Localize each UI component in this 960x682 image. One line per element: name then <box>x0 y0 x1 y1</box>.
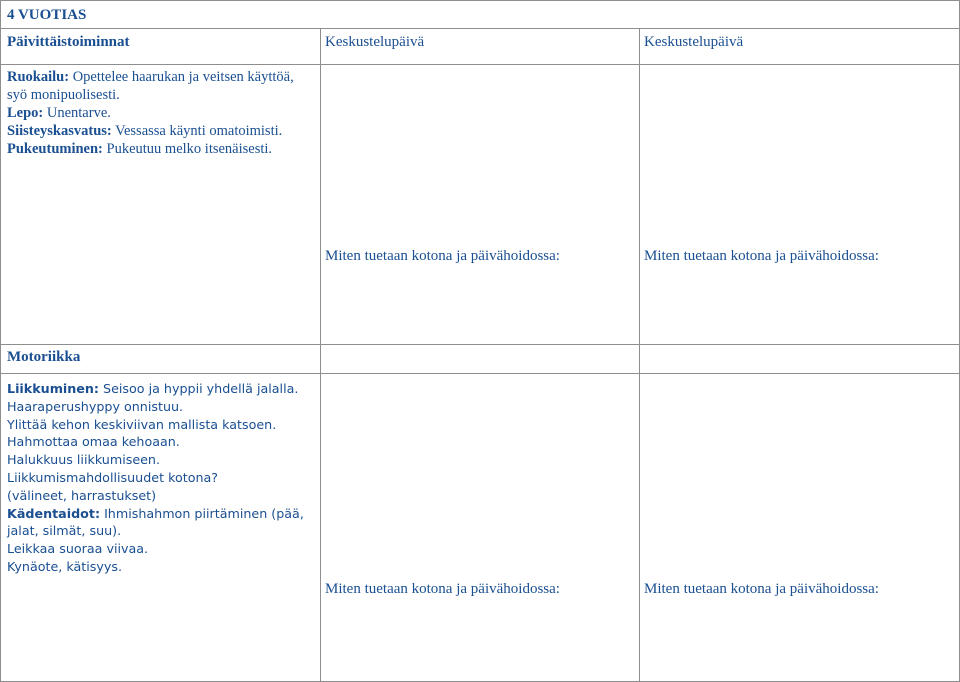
movement-line <box>7 380 304 398</box>
rest-text: Unentarve. <box>43 105 111 121</box>
dressing-label: Pukeutuminen: <box>7 141 103 157</box>
discussion-2-daily-cell[interactable] <box>639 64 960 345</box>
motor-skills-text <box>7 380 304 576</box>
motor-header-blank-1 <box>320 344 640 374</box>
eating-line-2: syö monipuolisesti. <box>7 87 120 103</box>
handcraft-text: Ihmishahmon piirtäminen (pää, <box>100 505 304 521</box>
header-discussion-2: Keskustelupäivä <box>644 34 744 50</box>
header-discussion-1-cell <box>320 28 640 65</box>
header-discussion-2-cell <box>639 28 960 65</box>
motor-skills-cell <box>0 373 321 682</box>
dressing-text: Pukeutuu melko itsenäisesti. <box>102 141 273 157</box>
section-title-cell <box>0 0 960 29</box>
motor-line-2: Haaraperushyppy onnistuu. <box>7 398 184 414</box>
daily-activities-text <box>7 68 294 158</box>
dressing-line <box>7 140 294 158</box>
header-daily-cell <box>0 28 321 65</box>
rest-line <box>7 104 294 122</box>
eating-text: Opettelee haarukan ja veitsen käyttöä, <box>69 69 294 85</box>
header-discussion-1: Keskustelupäivä <box>325 34 425 50</box>
hygiene-line <box>7 122 294 140</box>
discussion-2-motor-cell[interactable] <box>639 373 960 682</box>
rest-label: Lepo: <box>7 105 44 121</box>
section-title: 4 VUOTIAS <box>7 7 87 23</box>
motor-header: Motoriikka <box>7 349 81 365</box>
motor-line-10: Leikkaa suoraa viivaa. <box>7 541 149 557</box>
eating-label: Ruokailu: <box>7 69 70 85</box>
discussion-1-daily-cell[interactable] <box>320 64 640 345</box>
eating-line <box>7 68 294 86</box>
hygiene-label: Siisteyskasvatus: <box>7 123 112 139</box>
movement-text: Seisoo ja hyppii yhdellä jalalla. <box>99 381 299 396</box>
daily-activities-cell <box>0 64 321 345</box>
handcraft-line <box>7 505 304 523</box>
motor-line-11: Kynäote, kätisyys. <box>7 558 122 574</box>
movement-label: Liikkuminen: <box>7 381 100 396</box>
support-prompt-3: Miten tuetaan kotona ja päivähoidossa: <box>325 581 560 597</box>
motor-line-5: Halukkuus liikkumiseen. <box>7 452 161 468</box>
discussion-1-motor-cell[interactable] <box>320 373 640 682</box>
motor-line-9: jalat, silmät, suu). <box>7 523 122 539</box>
header-daily: Päivittäistoiminnat <box>7 34 130 50</box>
motor-header-blank-2 <box>639 344 960 374</box>
support-prompt-2: Miten tuetaan kotona ja päivähoidossa: <box>644 248 879 264</box>
hygiene-text: Vessassa käynti omatoimisti. <box>111 123 283 139</box>
motor-line-6: Liikkumismahdollisuudet kotona? <box>7 469 219 485</box>
handcraft-label: Kädentaidot: <box>7 505 101 521</box>
motor-line-3: Ylittää kehon keskiviivan mallista katsoen. <box>7 416 277 432</box>
motor-header-cell <box>0 344 321 374</box>
motor-line-4: Hahmottaa omaa kehoaan. <box>7 434 180 450</box>
support-prompt-1: Miten tuetaan kotona ja päivähoidossa: <box>325 248 560 264</box>
motor-line-7: (välineet, harrastukset) <box>7 487 157 503</box>
support-prompt-4: Miten tuetaan kotona ja päivähoidossa: <box>644 581 879 597</box>
